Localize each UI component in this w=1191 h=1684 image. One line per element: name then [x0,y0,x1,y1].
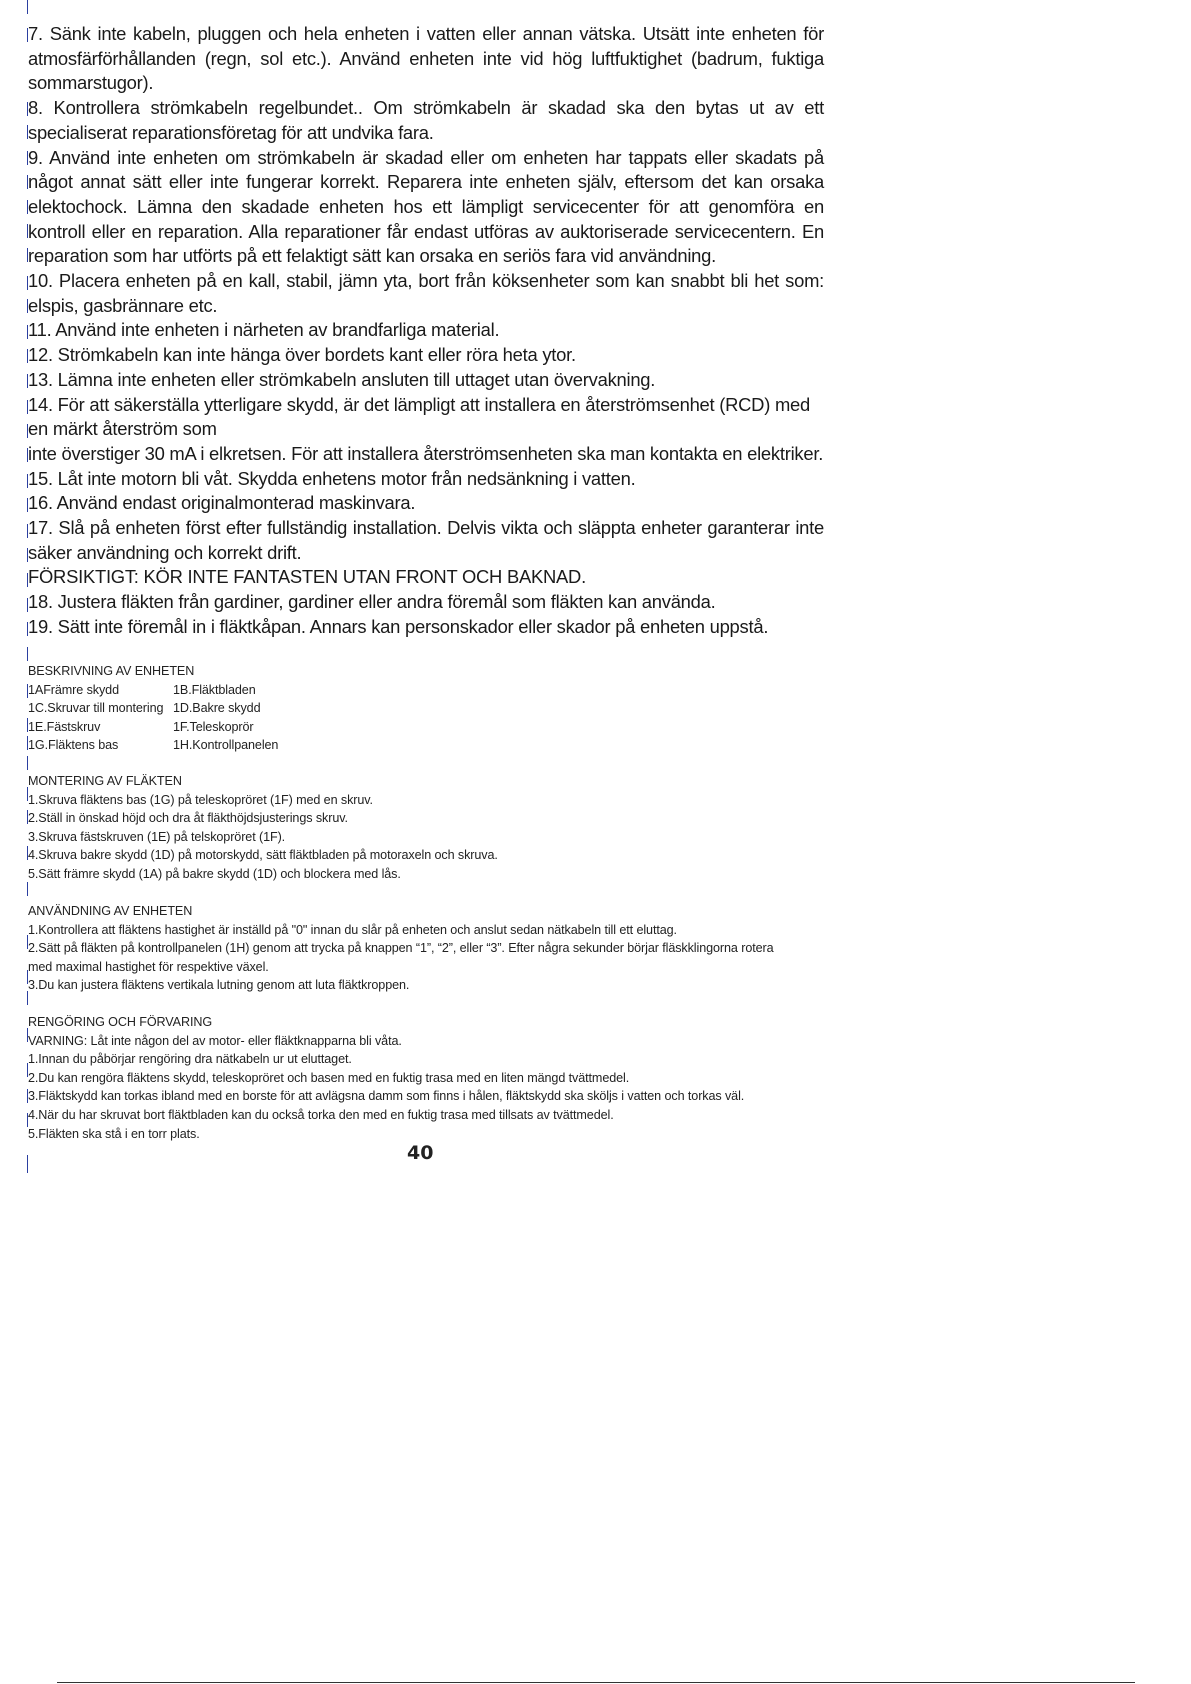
parts-row [28,718,278,737]
parts-row [28,736,278,755]
cleaning-section [28,1013,828,1143]
usage-step: 2.Sätt på fläkten på kontrollpanelen (1H) genom att trycka på knappen “1”, “2”, eller “3”. Efter några sekunder börjar fläskklingorna rotera [28,941,774,956]
safety-item-14-continued: inte överstiger 30 mA i elkretsen. För att installera återströmsenheten ska man kontakta en elektriker. [28,442,824,464]
cleaning-step: 4.När du har skruvat bort fläktbladen kan du också torka den med en fuktig trasa med tillsats av tvättmedel. [28,1107,614,1122]
part-label: 1C.Skruvar till montering [28,701,164,716]
usage-step: 1.Kontrollera att fläktens hastighet är inställd på "0" innan du slår på enheten och anslut sedan nätkabeln till ett eluttag. [28,922,677,937]
usage-step: 3.Du kan justera fläktens vertikala lutning genom att luta fläktkroppen. [28,978,410,993]
safety-item-9: 9. Använd inte enheten om strömkabeln är skadad eller om enheten har tappats eller skadats på något annat sätt eller inte fungerar korrekt. Reparera inte enheten själv, eftersom det kan orsaka elektochock. Lämna den skadade enheten hos ett lämpligt servicecenter för att genomföra en kontroll eller en reparation. Alla reparationer får endast utföras av auktoriserade servicecentern. En reparation som har utförts på ett felaktigt sätt kan orsaka en seriös fara vid användning. [28,146,824,267]
usage-step: med maximal hastighet för respektive växel. [28,959,269,974]
gutter-mark [27,1155,28,1173]
gutter-mark [27,647,28,661]
safety-item-14: 14. För att säkerställa ytterligare skydd, är det lämpligt att installera en återströmsenhet (RCD) med en märkt återström som [28,393,810,440]
cleaning-warning: VARNING: Låt inte någon del av motor- eller fläktknapparna bli våta. [28,1033,402,1048]
safety-item-15: 15. Låt inte motorn bli våt. Skydda enhetens motor från nedsänkning i vatten. [28,467,636,489]
gutter-mark [27,882,28,896]
safety-item-11: 11. Använd inte enheten i närheten av brandfarliga material. [28,319,500,341]
safety-item-17: 17. Slå på enheten först efter fullständig installation. Delvis vikta och släppta enheter garanterar inte säker användning och korrekt drift. [28,517,824,563]
parts-row [28,699,278,718]
part-label: 1D.Bakre skydd [173,701,261,716]
usage-section [28,902,828,995]
part-label: 1G.Fläktens bas [28,738,119,753]
safety-item-8: 8. Kontrollera strömkabeln regelbundet.. Om strömkabeln är skadad ska den bytas ut av ett specialiserat reparationsföretag för att undvika fara. [28,97,824,143]
parts-row [28,681,278,700]
safety-item-12: 12. Strömkabeln kan inte hänga över bordets kant eller röra heta ytor. [28,344,576,366]
safety-instructions [28,22,824,640]
page-number: 40 [407,1142,434,1164]
safety-item-19: 19. Sätt inte föremål in i fläktkåpan. Annars kan personskador eller skador på enheten uppstå. [28,615,769,637]
mounting-section [28,772,828,884]
cleaning-step: 3.Fläktskydd kan torkas ibland med en borste för att avlägsna damm som finns i hålen, fläktskydd ska sköljs i vatten och torkas väl. [28,1089,745,1104]
caution-notice: FÖRSIKTIGT: KÖR INTE FANTASTEN UTAN FRONT OCH BAKNAD. [28,566,586,588]
part-label: 1B.Fläktbladen [173,682,256,697]
cleaning-step: 2.Du kan rengöra fläktens skydd, teleskopröret och basen med en fuktig trasa med en liten mängd tvättmedel. [28,1070,630,1085]
part-label: 1E.Fästskruv [28,719,101,734]
gutter-mark [27,0,28,14]
mounting-step: 1.Skruva fläktens bas (1G) på teleskopröret (1F) med en skruv. [28,792,373,807]
mounting-step: 4.Skruva bakre skydd (1D) på motorskydd, sätt fläktbladen på motoraxeln och skruva. [28,848,498,863]
gutter-mark [27,756,28,770]
cleaning-step: 1.Innan du påbörjar rengöring dra nätkabeln ur ut eluttaget. [28,1052,352,1067]
safety-item-13: 13. Lämna inte enheten eller strömkabeln ansluten till uttaget utan övervakning. [28,368,656,390]
section-heading: MONTERING AV FLÄKTEN [28,774,182,788]
section-heading: BESKRIVNING AV ENHETEN [28,664,195,678]
safety-item-7: 7. Sänk inte kabeln, pluggen och hela enheten i vatten eller annan vätska. Utsätt inte enheten för atmosfärförhållanden (regn, sol etc.). Använd enheten inte vid hög luftfuktighet (badrum, fuktiga sommarstugor). [28,23,824,94]
mounting-step: 3.Skruva fästskruven (1E) på telskopröret (1F). [28,829,286,844]
part-label: 1AFrämre skydd [28,682,119,697]
safety-item-16: 16. Använd endast originalmonterad maskinvara. [28,492,416,514]
cleaning-step: 5.Fläkten ska stå i en torr plats. [28,1126,200,1141]
section-heading: RENGÖRING OCH FÖRVARING [28,1015,213,1029]
mounting-step: 2.Ställ in önskad höjd och dra åt fläkthöjdsjusterings skruv. [28,811,348,826]
mounting-step: 5.Sätt främre skydd (1A) på bakre skydd (1D) och blockera med lås. [28,866,401,881]
parts-table [28,681,278,755]
safety-item-18: 18. Justera fläkten från gardiner, gardiner eller andra föremål som fläkten kan använda. [28,591,716,613]
device-description [28,662,828,755]
section-heading: ANVÄNDNING AV ENHETEN [28,904,193,918]
safety-item-10: 10. Placera enheten på en kall, stabil, jämn yta, bort från köksenheter som kan snabbt bli het som: elspis, gasbrännare etc. [28,270,824,316]
part-label: 1H.Kontrollpanelen [173,738,279,753]
footer-rule [57,1682,1135,1683]
part-label: 1F.Teleskoprör [173,719,254,734]
